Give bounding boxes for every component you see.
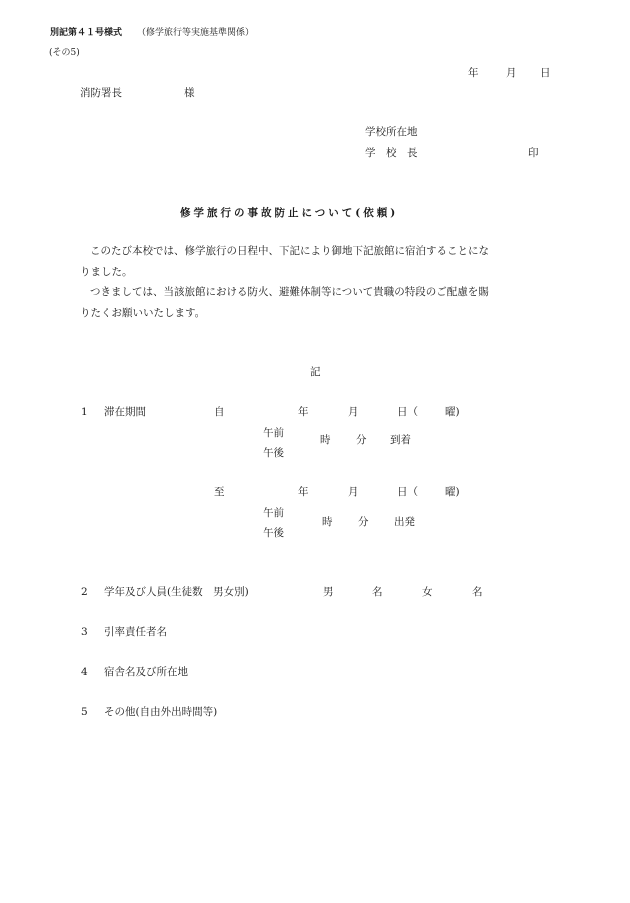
to-hour: 時 [322,516,333,528]
principal-label: 学 校 長 [365,147,418,159]
date-year: 年 [468,67,479,79]
from-weekday: 曜) [445,406,460,418]
from-year: 年 [298,406,309,418]
item3-label: 引率責任者名 [104,626,167,638]
body-line-4: りたくお願いいたします。 [80,307,206,319]
to-year: 年 [298,486,309,498]
body-line-3: つきましては、当該旅館における防火、避難体制等について貴職の特段のご配慮を賜 [90,286,489,298]
item1-number: 1 [81,406,88,418]
addressee-honorific: 様 [184,87,195,99]
form-related-note: （修学旅行等実施基準関係） [137,28,255,38]
item2-number: 2 [81,586,88,598]
item4-number: 4 [81,666,88,678]
from-hour: 時 [320,434,331,446]
ki-marker: 記 [310,366,321,378]
to-pm: 午後 [263,527,284,539]
item3-number: 3 [81,626,88,638]
female-label: 女 [422,586,433,598]
from-label: 自 [214,406,225,418]
document-title: 修学旅行の事故防止について(依頼) [180,207,399,219]
to-minute: 分 [358,516,369,528]
school-address-label: 学校所在地 [365,126,418,138]
from-am: 午前 [263,427,284,439]
to-am: 午前 [263,507,284,519]
item1-label: 滞在期間 [104,406,146,418]
date-day: 日 [540,67,551,79]
from-minute: 分 [356,434,367,446]
form-number: 別記第４１号様式 [50,28,123,38]
from-pm: 午後 [263,447,284,459]
to-month: 月 [348,486,359,498]
to-action: 出発 [394,516,415,528]
seal-mark: 印 [528,147,539,159]
item5-label: その他(自由外出時間等) [104,706,218,718]
form-part: (その5) [49,48,80,58]
item2-label: 学年及び人員(生徒数 男女別) [104,586,249,598]
from-month: 月 [348,406,359,418]
male-unit: 名 [372,586,383,598]
from-day: 日（ [397,406,418,418]
to-weekday: 曜) [445,486,460,498]
body-line-1: このたび本校では、修学旅行の日程中、下記により御地下記旅館に宿泊することにな [90,245,489,257]
addressee-chief: 消防署長 [80,87,122,99]
date-month: 月 [506,67,517,79]
to-label: 至 [214,486,225,498]
item5-number: 5 [81,706,88,718]
body-line-2: りました。 [80,266,133,278]
to-day: 日（ [397,486,418,498]
female-unit: 名 [472,586,483,598]
from-action: 到着 [390,434,411,446]
male-label: 男 [323,586,334,598]
item4-label: 宿舎名及び所在地 [104,666,188,678]
